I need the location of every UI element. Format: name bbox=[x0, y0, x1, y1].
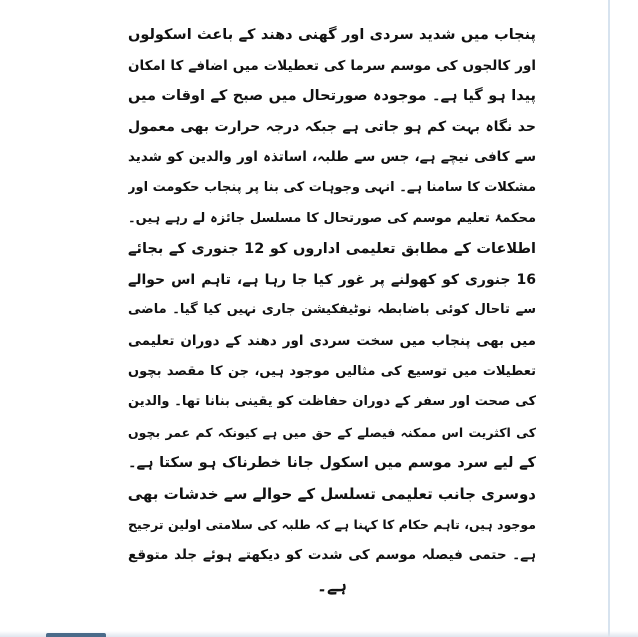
article-line: اطلاعات کے مطابق تعلیمی اداروں کو 12 جنوری کے بجائے bbox=[128, 241, 536, 258]
article-body bbox=[128, 20, 536, 601]
article-line: تعطیلات میں توسیع کی مثالیں موجود ہیں، جن کا مقصد بچوں bbox=[128, 363, 536, 379]
corner-tab bbox=[46, 633, 106, 637]
article-line: کی اکثریت اس ممکنہ فیصلے کے حق میں ہے کیونکہ کم عمر بچوں bbox=[128, 424, 536, 440]
article-line: مشکلات کا سامنا ہے۔ انہی وجوہات کی بنا پر پنجاب حکومت اور bbox=[128, 179, 536, 195]
article-line: کی صحت اور سفر کے دوران حفاظت کو یقینی بنانا تھا۔ والدین bbox=[128, 394, 536, 410]
article-line: سے تاحال کوئی باضابطہ نوٹیفکیشن جاری نہیں کیا گیا۔ ماضی bbox=[128, 302, 536, 318]
article-line: اور کالجوں کی موسم سرما کی تعطیلات میں اضافے کا امکان bbox=[128, 57, 536, 74]
page-edge-divider bbox=[608, 0, 610, 637]
article-line: 16 جنوری کو کھولنے پر غور کیا جا رہا ہے، تاہم اس حوالے bbox=[128, 271, 536, 288]
article-line: پنجاب میں شدید سردی اور گھنی دھند کے باعث اسکولوں bbox=[128, 27, 536, 43]
article-line: موجود ہیں، تاہم حکام کا کہنا ہے کہ طلبہ کی سلامتی اولین ترجیح bbox=[128, 516, 536, 532]
article-line: پیدا ہو گیا ہے۔ موجودہ صورتحال میں صبح کے اوقات میں bbox=[128, 88, 536, 105]
article-line: دوسری جانب تعلیمی تسلسل کے حوالے سے خدشات بھی bbox=[128, 484, 536, 503]
article-line: حد نگاہ بہت کم ہو جاتی ہے جبکہ درجہ حرارت بھی معمول bbox=[128, 118, 536, 135]
article-line: ہے۔ حتمی فیصلہ موسم کی شدت کو دیکھتے ہوئے جلد متوقع bbox=[128, 547, 536, 564]
article-line: کے لیے سرد موسم میں اسکول جانا خطرناک ہو سکتا ہے۔ bbox=[128, 455, 536, 472]
article-line: سے کافی نیچے ہے، جس سے طلبہ، اساتذہ اور والدین کو شدید bbox=[128, 149, 536, 166]
article-line: محکمۂ تعلیم موسم کی صورتحال کا مسلسل جائزہ لے رہے ہیں۔ bbox=[128, 210, 536, 226]
article-line: میں بھی پنجاب میں سخت سردی اور دھند کے دوران تعلیمی bbox=[128, 332, 536, 349]
article-line-final: ہے۔ bbox=[317, 575, 347, 596]
